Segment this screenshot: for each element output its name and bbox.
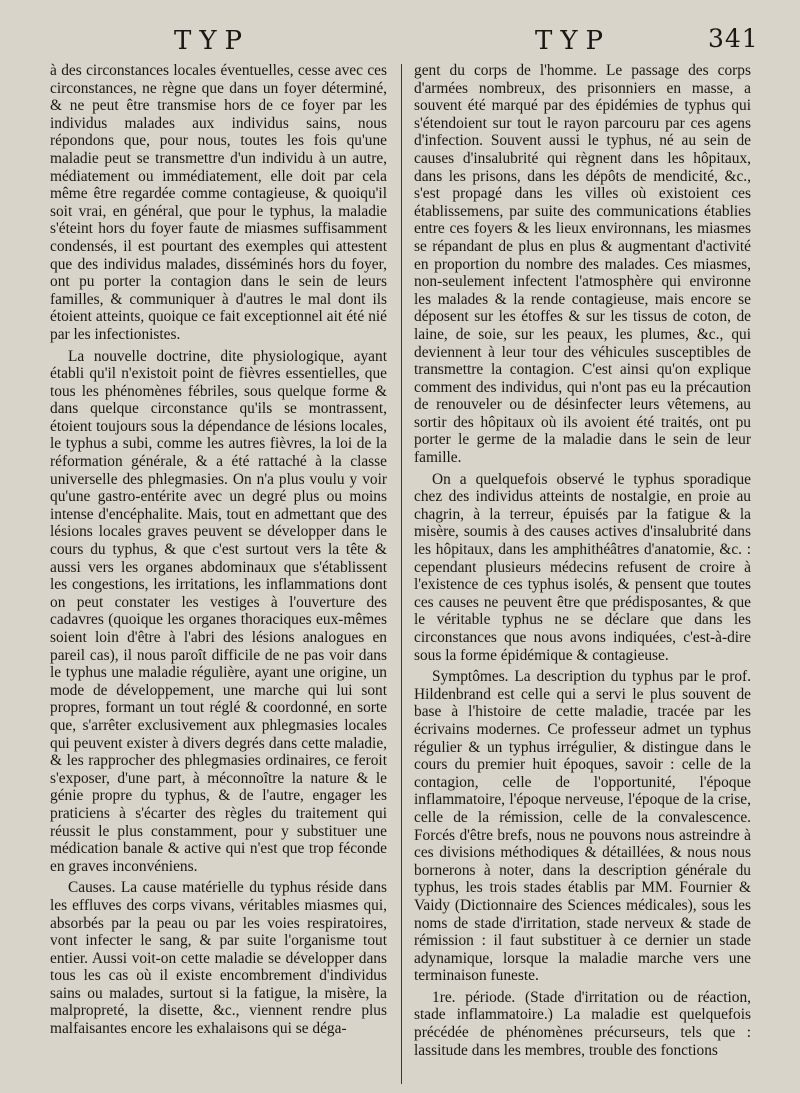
page-number: 341 bbox=[708, 24, 759, 53]
paragraph: On a quelquefois observé le typhus sporadique chez des individus atteints de nostalgie, en proie au chagrin, à la terreur, épuisés par la fatigue & la misère, soumis à des causes actives d'insalubrité dans les hôpitaux, dans les amphithéâtres d'anatomie, &c. : cependant plusieurs médecins refusent de croire à l'existence de ces typhus isolés, & pensent que toutes ces causes ne peuvent être que prédisposantes, & que le véritable typhus ne se déclare que dans les circonstances que nous avons indiquées, c'est-à-dire sous la forme épidémique & contagieuse. bbox=[414, 470, 751, 664]
column-divider bbox=[401, 64, 402, 1084]
paragraph: 1re. période. (Stade d'irritation ou de réaction, stade inflammatoire.) La maladie est quelquefois précédée de phénomènes précurseurs, tels que : lassitude dans les membres, trouble des fonctions bbox=[414, 988, 751, 1059]
running-header-right: TYP bbox=[535, 26, 611, 56]
right-column bbox=[414, 62, 751, 1059]
running-header-left: TYP bbox=[174, 26, 250, 56]
paragraph: Causes. La cause matérielle du typhus réside dans les effluves des corps vivans, véritables miasmes qui, absorbés par la peau ou par les voies respiratoires, vont infecter le sang, & par suite l'organisme tout entier. Aussi voit-on cette maladie se développer dans tous les cas où il existe encombrement d'individus sains ou malades, surtout si la fatigue, la misère, la malpropreté, la disette, &c., viennent rendre plus malfaisantes encore les exhalaisons qui se déga- bbox=[50, 879, 387, 1038]
paragraph: gent du corps de l'homme. Le passage des corps d'armées nombreux, des prisonniers en masse, a souvent été marqué par des épidémies de typhus qui s'étendoient sur tout le rayon parcouru par ces agens d'infection. Souvent aussi le typhus, né au sein de causes d'insalubrité qui règnent dans les hôpitaux, dans les prisons, dans les dépôts de mendicité, &c., s'est propagé dans les villes où existoient ces établissemens, par suite des communications établies entre ces foyers & les lieux environnans, les miasmes se répandant de plus en plus & augmentant d'activité en proportion du nombre des malades. Ces miasmes, non-seulement infectent l'atmosphère qui environne les malades & la rende contagieuse, mais encore se déposent sur les étoffes & sur les tissus de coton, de laine, de soie, sur les peaux, les plumes, &c., qui deviennent à leur tour des véhicules susceptibles de transmettre la contagion. C'est ainsi qu'on explique comment des individus, qui n'ont pas eu la précaution de renouveler ou de désinfecter leurs vêtemens, au sortir des hôpitaux où ils avoient été traités, ont pu porter le germe de la maladie dans le sein de leur famille. bbox=[414, 62, 751, 467]
paragraph: La nouvelle doctrine, dite physiologique, ayant établi qu'il n'existoit point de fièvres essentielles, que tous les phénomènes fébriles, sous quelque forme & dans quelque circonstance qu'ils se montrassent, étoient toujours sous la dépendance de lésions locales, le typhus a subi, comme les autres fièvres, la loi de la réformation générale, & a été rattaché à la classe universelle des phlegmasies. On n'a plus voulu y voir qu'une gastro-entérite avec un degré plus ou moins intense d'encéphalite. Mais, tout en admettant que des lésions locales graves peuvent se développer dans le cours du typhus, & que c'est surtout vers la tête & aussi vers les organes abdominaux que s'établissent les congestions, les irritations, les inflammations dont on peut constater les vestiges à l'ouverture des cadavres (quoique les organes thoraciques eux-mêmes soient loin d'être à l'abri des lésions analogues en pareil cas), il nous paroît difficile de ne pas voir dans le typhus une maladie régulière, ayant une origine, un mode de développement, une marche qui lui sont propres, formant un tout réglé & coordonné, en sorte que, s'arrêter exclusivement aux phlegmasies locales qui peuvent exister à divers degrés dans cette maladie, & les rapprocher des phlegmasies ordinaires, ce feroit s'exposer, d'une part, à méconnoître la nature & le génie propre du typhus, & de l'autre, engager les praticiens à s'écarter des règles du traitement qui réussit le plus constamment, pour y substituer une médication banale & active qui n'est que trop féconde en graves inconvéniens. bbox=[50, 347, 387, 875]
paragraph: à des circonstances locales éventuelles, cesse avec ces circonstances, ne règne que dans un foyer déterminé, & ne peut être transmise hors de ce foyer par les individus malades aux individus sains, nous répondons que, pour nous, toutes les fois qu'une maladie peut se transmettre d'un individu à un autre, médiatement ou immédiatement, elle doit par cela même être regardée comme contagieuse, & quoiqu'il soit vrai, en général, que pour le typhus, la maladie s'éteint hors du foyer faute de miasmes suffisamment condensés, il est pourtant des exemples qui attestent que des individus malades, disséminés hors du foyer, ont pu porter la contagion dans le sein de leurs familles, & communiquer à d'autres le mal dont ils étoient atteints, quoique ce fait exceptionnel ait été nié par les infectionistes. bbox=[50, 62, 387, 343]
left-column bbox=[50, 62, 387, 1038]
paragraph: Symptômes. La description du typhus par le prof. Hildenbrand est celle qui a servi le plus souvent de base à l'histoire de cette maladie, tracée par les écrivains modernes. Ce professeur admet un typhus régulier & un typhus irrégulier, & distingue dans le cours du premier huit époques, savoir : celle de la contagion, celle de l'opportunité, l'époque inflammatoire, l'époque nerveuse, l'époque de la crise, celle de la rémission, celle de la convalescence. Forcés d'être brefs, nous ne pouvons nous astreindre à ces divisions méthodiques & détaillées, & nous nous bornerons à noter, dans la description générale du typhus, les trois stades établis par MM. Fournier & Vaidy (Dictionnaire des Sciences médicales), sous les noms de stade d'irritation, stade nerveux & stade de rémission : il faut substituer à ce dernier un stade adynamique, lorsque la maladie marche vers une terminaison funeste. bbox=[414, 668, 751, 985]
